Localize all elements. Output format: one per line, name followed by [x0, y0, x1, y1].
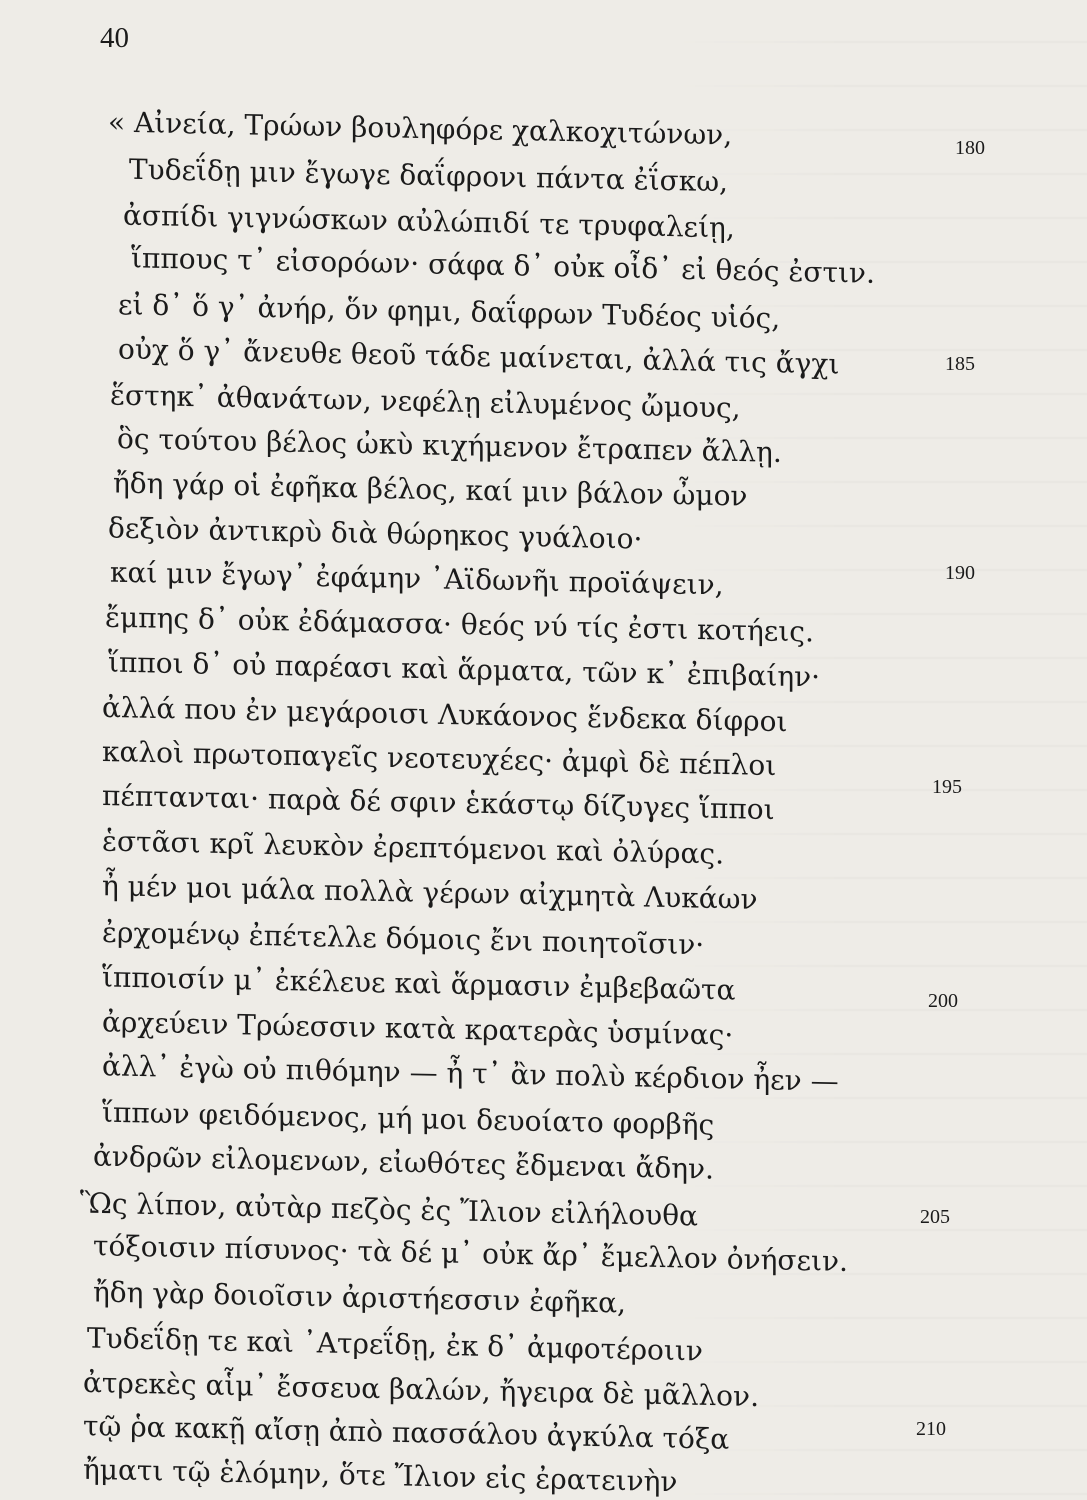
verse-line — [87, 1321, 703, 1368]
verse-line — [105, 600, 814, 649]
verse-line-text: καλοὶ πρωτοπαγεῖς νεοτευχέες· ἀμφὶ δὲ πέπλοι — [102, 734, 777, 783]
verse-line-text: ἀλλά που ἐν μεγάροισι Λυκάονος ἕνδεκα δίφροι — [102, 690, 788, 739]
line-number: 180 — [955, 137, 985, 159]
verse-line — [108, 511, 643, 556]
verse-line — [102, 690, 788, 739]
line-number: 210 — [916, 1418, 946, 1440]
line-number: 190 — [945, 562, 975, 584]
verse-line-text: ἤδη γὰρ δοιοῖσιν ἀριστήεσσιν ἐφῆκα, — [93, 1275, 626, 1320]
line-number: 205 — [920, 1206, 950, 1228]
page-number: 40 — [100, 22, 129, 54]
verse-line-text: ἔμπης δ᾽ οὐκ ἐδάμασσα· θεός νύ τίς ἐστι κοτήεις. — [105, 600, 814, 649]
verse-line-text: ὃς τούτου βέλος ὠκὺ κιχήμενον ἔτραπεν ἄλλῃ. — [117, 422, 782, 469]
verse-line — [108, 645, 821, 694]
verse-line-text: ἵπποισίν μ᾽ ἐκέλευε καὶ ἅρμασιν ἐμβεβαῶτα — [102, 960, 736, 1007]
verse-line — [102, 915, 705, 962]
verse-line-text: Τυδεΐδῃ μιν ἔγωγε δαΐφρονι πάντα ἐΐσκω, — [129, 152, 728, 199]
verse-line-text: δεξιὸν ἀντικρὺ διὰ θώρηκος γυάλοιο· — [108, 511, 643, 556]
verse-line — [93, 1275, 626, 1320]
verse-line-text: ἀνδρῶν εἰλομενων, εἰωθότες ἔδμεναι ἄδην. — [93, 1139, 714, 1186]
verse-line — [83, 1365, 759, 1414]
verse-line — [110, 378, 741, 425]
verse-line-text: Τυδεΐδῃ τε καὶ ᾽Ατρεΐδῃ, ἐκ δ᾽ ἀμφοτέροιιν — [87, 1321, 703, 1368]
verse-line — [83, 1452, 678, 1499]
verse-line-text: ἵπποι δ᾽ οὐ παρέασι καὶ ἅρματα, τῶν κ᾽ ἐπιβαίην· — [108, 645, 821, 694]
verse-line-text: ἵππων φειδόμενος, μή μοι δευοίατο φορβῆς — [102, 1095, 715, 1142]
verse-line — [83, 1409, 730, 1456]
line-number: 195 — [932, 776, 962, 798]
verse-line-text: εἰ δ᾽ ὅ γ᾽ ἀνήρ, ὅν φημι, δαΐφρων Τυδέος υἱός, — [118, 288, 781, 335]
verse-line — [118, 288, 781, 335]
line-number: 185 — [945, 353, 975, 375]
verse-line-text: ἀλλ᾽ ἐγὼ οὐ πιθόμην — ἦ τ᾽ ἂν πολὺ κέρδιον ἦεν — — [102, 1049, 839, 1098]
verse-line — [123, 198, 735, 245]
verse-line — [129, 152, 728, 199]
verse-line — [93, 1229, 848, 1278]
verse-line — [110, 555, 724, 602]
verse-line — [102, 1049, 839, 1098]
verse-line — [117, 422, 782, 469]
verse-line — [108, 105, 733, 152]
verse-line-text: ἵππους τ᾽ εἰσορόων· σάφα δ᾽ οὐκ οἶδ᾽ εἰ θεός ἐστιν. — [131, 241, 875, 290]
verse-line-text: ἐρχομένῳ ἐπέτελλε δόμοις ἔνι ποιητοῖσιν· — [102, 915, 705, 962]
verse-line-text: ἤματι τῷ ἑλόμην, ὅτε Ἴλιον εἰς ἐρατεινὴν — [83, 1452, 678, 1499]
verse-line-text: « Αἰνεία, Τρώων βουληφόρε χαλκοχιτώνων, — [108, 105, 733, 152]
verse-line — [93, 1139, 714, 1186]
verse-line — [102, 778, 775, 827]
verse-line-text: ἤδη γάρ οἱ ἐφῆκα βέλος, καί μιν βάλον ὦμον — [113, 466, 748, 513]
verse-line — [80, 1186, 698, 1233]
verse-line — [102, 869, 758, 916]
verse-line-text: τόξοισιν πίσυνος· τὰ δέ μ᾽ οὐκ ἄρ᾽ ἔμελλον ὀνήσειν. — [93, 1229, 848, 1278]
verse-line-text: ἦ μέν μοι μάλα πολλὰ γέρων αἰχμητὰ Λυκάων — [102, 869, 758, 916]
verse-line — [102, 734, 777, 783]
verse-line-text: καί μιν ἔγωγ᾽ ἐφάμην ᾽Αϊδωνῆι προϊάψειν, — [110, 555, 724, 602]
verse-line-text: πέπτανται· παρὰ δέ σφιν ἑκάστῳ δίζυγες ἵπποι — [102, 778, 775, 827]
verse-line — [118, 332, 840, 381]
verse-line — [113, 466, 748, 513]
verse-line — [102, 824, 724, 871]
verse-line-text: τῷ ῥα κακῇ αἴσῃ ἀπὸ πασσάλου ἀγκύλα τόξα — [83, 1409, 730, 1456]
verse-line — [131, 241, 875, 290]
verse-line — [102, 960, 736, 1007]
verse-line-text: ἑστᾶσι κρῖ λευκὸν ἐρεπτόμενοι καὶ ὀλύρας. — [102, 824, 724, 871]
verse-line — [102, 1005, 734, 1052]
verse-line-text: ἕστηκ᾽ ἀθανάτων, νεφέλῃ εἰλυμένος ὤμους, — [110, 378, 741, 425]
verse-line-text: ἀτρεκὲς αἷμ᾽ ἔσσευα βαλών, ἤγειρα δὲ μᾶλλον. — [83, 1365, 759, 1414]
verse-line-text: Ὣς λίπον, αὐτὰρ πεζὸς ἐς Ἴλιον εἰλήλουθα — [80, 1186, 698, 1233]
verse-line — [102, 1095, 715, 1142]
verse-line-text: ἀρχεύειν Τρώεσσιν κατὰ κρατερὰς ὑσμίνας· — [102, 1005, 734, 1052]
verse-line-text: ἀσπίδι γιγνώσκων αὐλώπιδί τε τρυφαλείῃ, — [123, 198, 735, 245]
line-number: 200 — [928, 990, 958, 1012]
verse-line-text: οὐχ ὅ γ᾽ ἄνευθε θεοῦ τάδε μαίνεται, ἀλλά τις ἄγχι — [118, 332, 840, 381]
